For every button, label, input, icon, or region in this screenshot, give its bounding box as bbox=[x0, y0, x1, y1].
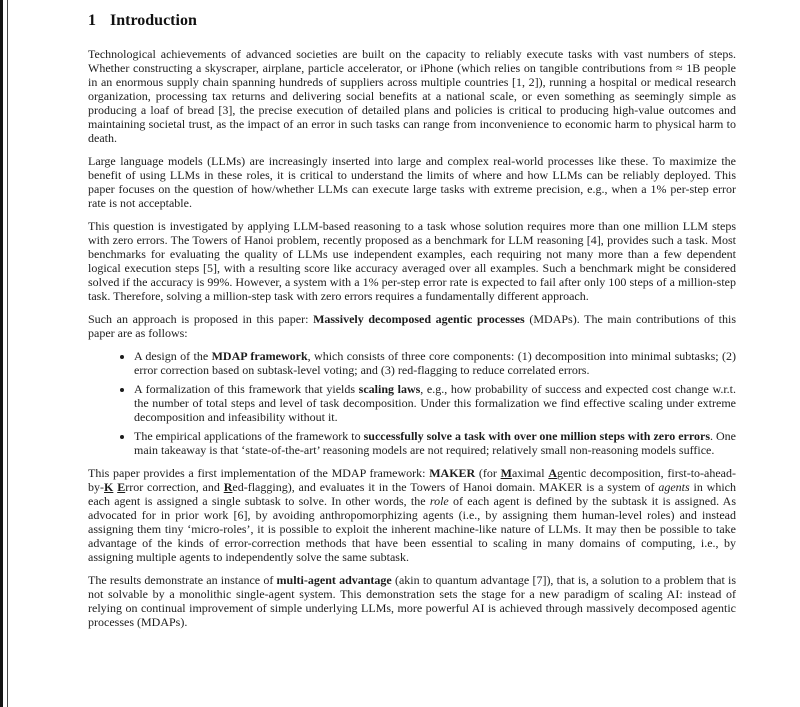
bullet-item bbox=[134, 429, 736, 457]
text-segment: scaling laws bbox=[358, 382, 421, 396]
section-heading bbox=[88, 12, 736, 30]
text-segment: R bbox=[223, 480, 233, 494]
text-segment: A formalization of this framework that yields bbox=[134, 382, 359, 396]
text-segment: of each agent is defined by the subtask it is assigned. As advocated for in prior work [6], by avoiding anthropomorphizing agents (i.e., by assigning them human-level roles) and instead assigning them tiny ‘micro-roles’, it is possible to exploit the inherent machine-like nature of LLMs. It may then be possible to take advantage of the kinds of error-correction methods that have been essential to scaling in many domains of computing, i.e., by assigning multiple agents to independently solve the same subtask. bbox=[88, 494, 737, 564]
text-segment: A design of the bbox=[134, 349, 212, 363]
text-segment: The results demonstrate an instance of bbox=[88, 573, 277, 587]
scan-edge-bar bbox=[0, 0, 3, 707]
text-segment: , e.g., how probability of success and expected cost change w.r.t. the number of total steps and level of task decomposition. Under this formalization we find effective scaling under extreme decomposition and infeasibility without it. bbox=[134, 382, 737, 424]
paragraph bbox=[88, 219, 736, 303]
text-segment: A bbox=[548, 466, 557, 480]
paragraph bbox=[88, 154, 736, 210]
scan-edge-line bbox=[7, 0, 8, 707]
text-segment: The empirical applications of the framework to bbox=[134, 429, 364, 443]
paragraph bbox=[88, 573, 736, 629]
text-segment: This question is investigated by applying LLM-based reasoning to a task whose solution requires more than one million LLM steps with zero errors. The Towers of Hanoi problem, recently proposed as a benchmark for LLM reasoning [4], provides such a task. Most benchmarks for evaluating the quality of LLMs use independent examples, each requiring not many more than a few dependent logical execution steps [5], with a resulting score like accuracy averaged over all examples. Such a benchmark might be considered solved if the accuracy is 99%. However, a system with a 1% per-step error rate is expected to fail after only 100 steps of a million-step task. Therefore, solving a million-step task with zero errors requires a fundamentally different approach. bbox=[88, 219, 736, 303]
text-segment: aximal bbox=[511, 466, 549, 480]
text-segment: This paper provides a first implementation of the MDAP framework: bbox=[88, 466, 430, 480]
text-segment: E bbox=[117, 480, 126, 494]
contribution-list bbox=[88, 349, 736, 457]
section-number: 1 bbox=[88, 12, 96, 29]
paragraph bbox=[88, 47, 736, 145]
text-segment: , which consists of three core components: (1) decomposition into minimal subtasks; (2) error correction based on subtask-level voting; and (3) red-flagging to reduce correlated errors. bbox=[134, 349, 737, 377]
text-segment: (MDAPs). The main contributions of this paper are as follows: bbox=[88, 312, 736, 340]
text-segment: in which each agent is assigned a single subtask to solve. In other words, the bbox=[88, 480, 737, 508]
text-segment: multi-agent advantage bbox=[276, 573, 392, 587]
text-segment: MDAP framework bbox=[211, 349, 308, 363]
text-segment: Massively decomposed agentic processes bbox=[313, 312, 525, 326]
text-segment: Large language models (LLMs) are increasingly inserted into large and complex real-world processes like these. To maximize the benefit of using LLMs in these roles, it is critical to understand the limits of where and how LLMs can be reliably deployed. This paper focuses on the question of how/whether LLMs can execute large tasks with extreme precision, e.g., when a 1% per-step error rate is not acceptable. bbox=[88, 154, 736, 210]
text-segment: . One main takeaway is that ‘state-of-the-art’ reasoning models are not required; relatively small non-reasoning models suffice. bbox=[134, 429, 736, 457]
text-segment: ed-flagging), and evaluates it in the Towers of Hanoi domain. MAKER is a system of bbox=[232, 480, 659, 494]
document-body bbox=[88, 12, 736, 638]
paragraph bbox=[88, 312, 736, 340]
text-segment: Technological achievements of advanced societies are built on the capacity to reliably execute tasks with vast numbers of steps. Whether constructing a skyscraper, airplane, particle accelerator, or iPhone (which relies on tangible contributions from ≈ 1B people in an enormous supply chain spanning hundreds of suppliers across multiple countries [1, 2]), running a hospital or medical research organization, processing tax returns and delivering social benefits at a national scale, or even something as seemingly simple as producing a loaf of bread [3], the precise execution of detailed plans and policies is critical to producing high-value outcomes and maintaining societal trust, as the impact of an error in such tasks can range from inconvenience to economic harm to physical harm to death. bbox=[88, 47, 736, 145]
bullet-item bbox=[134, 349, 736, 377]
text-segment: K bbox=[104, 480, 114, 494]
bullet-item bbox=[134, 382, 736, 424]
text-segment: rror correction, and bbox=[125, 480, 224, 494]
text-segment: (for bbox=[475, 466, 501, 480]
section-title: Introduction bbox=[110, 12, 197, 29]
text-segment: successfully solve a task with over one million steps with zero errors bbox=[363, 429, 710, 443]
text-segment: gentic decomposition, first-to-ahead-by- bbox=[88, 466, 737, 494]
text-segment: M bbox=[500, 466, 512, 480]
paragraph bbox=[88, 466, 736, 564]
text-segment: role bbox=[429, 494, 449, 508]
text-segment: (akin to quantum advantage [7]), that is, a solution to a problem that is not solvable by a monolithic single-agent system. This demonstration sets the stage for a new paradigm of scaling AI: instead of relying on continual improvement of simple underlying LLMs, more powerful AI is achieved through massively decomposed agentic processes (MDAPs). bbox=[88, 573, 736, 629]
text-segment: Such an approach is proposed in this paper: bbox=[88, 312, 314, 326]
text-segment: MAKER bbox=[429, 466, 476, 480]
text-segment: agents bbox=[658, 480, 690, 494]
